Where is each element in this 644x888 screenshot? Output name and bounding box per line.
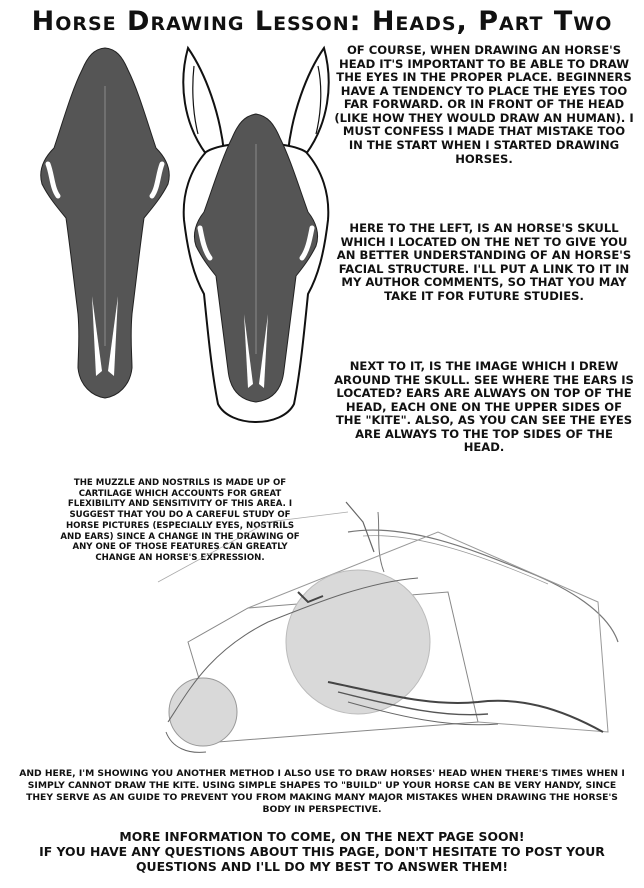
kite-paragraph: NEXT TO IT, IS THE IMAGE WHICH I DREW AROUND THE SKULL. SEE WHERE THE EARS IS LOCATED? EARS ARE ALWAYS ON TOP OF THE HEAD, EACH ONE ON THE UPPER SIDES OF THE "KITE". ALSO, AS YOU CAN SEE THE EYES ARE ALWAYS TO THE TOP SIDES OF THE HEAD. [334, 359, 634, 455]
horse-skull-illustration [30, 46, 180, 406]
muzzle-note: THE MUZZLE AND NOSTRILS IS MADE UP OF CARTILAGE WHICH ACCOUNTS FOR GREAT FLEXIBILITY AND SENSITIVITY OF THIS AREA. I SUGGEST THAT YOU DO A CAREFUL STUDY OF HORSE PICTURES (ESPECIALLY EYES, NOSTRILS AND EARS) SINCE A CHANGE IN THE DRAWING OF ANY ONE OF THOSE FEATURES CAN GREATLY CHANGE AN HORSE'S EXPRESSION. [60, 478, 300, 564]
skull-paragraph: HERE TO THE LEFT, IS AN HORSE'S SKULL WHICH I LOCATED ON THE NET TO GIVE YOU AN BETTER UNDERSTANDING OF AN HORSE'S FACIAL STRUCTURE. I'LL PUT A LINK TO IT IN MY AUTHOR COMMENTS, SO THAT YOU MAY TAKE IT FOR FUTURE STUDIES. [336, 221, 632, 303]
horse-head-shapes-sketch [148, 492, 628, 762]
closing-line-1: MORE INFORMATION TO COME, ON THE NEXT PAGE SOON! [119, 829, 525, 844]
muzzle-circle [169, 678, 237, 746]
right-ear [288, 48, 329, 154]
closing-line-2: IF YOU HAVE ANY QUESTIONS ABOUT THIS PAGE, DON'T HESITATE TO POST YOUR QUESTIONS AND I'LL DO MY BEST TO ANSWER THEM! [39, 843, 605, 874]
cranium-circle [286, 570, 430, 714]
left-ear [183, 48, 224, 154]
horse-head-outline-illustration [176, 44, 336, 434]
page-title: Horse Drawing Lesson: Heads, Part Two [31, 6, 613, 37]
closing-text [10, 830, 634, 875]
shapes-method-note: AND HERE, I'M SHOWING YOU ANOTHER METHOD I ALSO USE TO DRAW HORSES' HEAD WHEN THERE'S TIMES WHEN I SIMPLY CANNOT DRAW THE KITE. USING SIMPLE SHAPES TO "BUILD" UP YOUR HORSE CAN BE VERY HANDY, SINCE THEY SERVE AS AN GUIDE TO PREVENT YOU FROM MAKING MANY MAJOR MISTAKES WHEN DRAWING THE HORSE'S BODY IN PERSPECTIVE. [19, 768, 625, 815]
intro-paragraph: OF COURSE, WHEN DRAWING AN HORSE'S HEAD IT'S IMPORTANT TO BE ABLE TO DRAW THE EYES IN THE PROPER PLACE. BEGINNERS HAVE A TENDENCY TO PLACE THE EYES TOO FAR FORWARD. OR IN FRONT OF THE HEAD (LIKE HOW THEY WOULD DRAW AN HUMAN). I MUST CONFESS I MADE THAT MISTAKE TOO IN THE START WHEN I STARTED DRAWING HORSES. [334, 43, 634, 166]
